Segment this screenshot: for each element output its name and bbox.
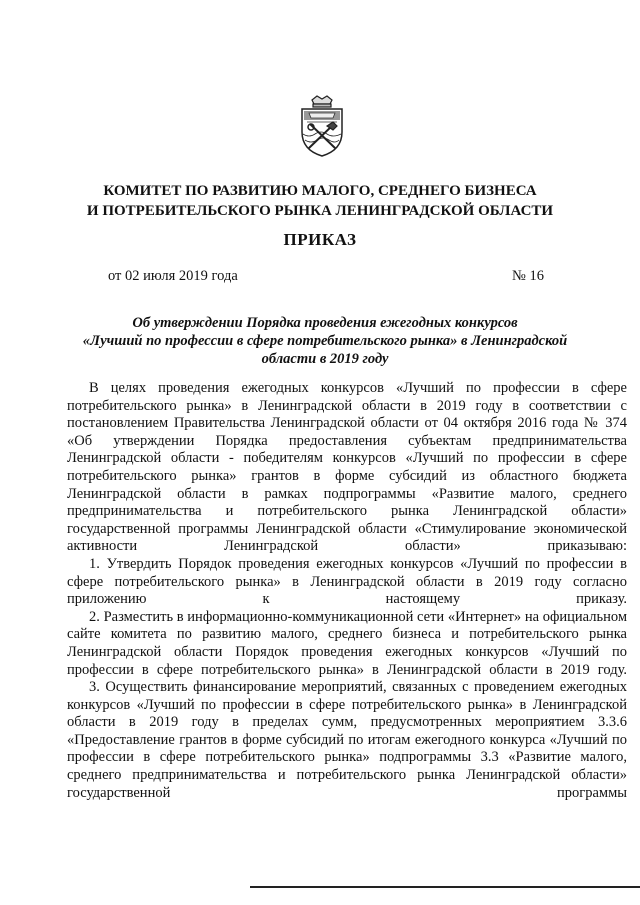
- organization-name-line-2: И ПОТРЕБИТЕЛЬСКОГО РЫНКА ЛЕНИНГРАДСКОЙ ОБЛАСТИ: [86, 203, 554, 219]
- order-subject-line: области в 2019 году: [261, 351, 389, 367]
- preamble-paragraph: В целях проведения ежегодных конкурсов «Лучший по профессии в сфере потребительского рынка» в Ленинградской области в 2019 году в соответствии с постановлением Правительства Ленинградской области от 04 октября 2016 года № 374 «Об утверждении Порядка предоставления субъектам предпринимательства Ленинградской области - победителям конкурсов «Лучший по профессии в сфере потребительского рынка» грантов в форме субсидий из областного бюджета Ленинградской области в рамках подпрограммы «Развитие малого, среднего предпринимательства и потребительского рынка Ленинградской области» государственной программы Ленинградской области «Стимулирование экономической активности Ленинградской области» приказываю:: [67, 380, 627, 555]
- order-number: № 16: [512, 268, 544, 284]
- order-body: [67, 380, 627, 802]
- organization-name-line-1: КОМИТЕТ ПО РАЗВИТИЮ МАЛОГО, СРЕДНЕГО БИЗНЕСА: [103, 183, 537, 199]
- organization-name: [60, 181, 580, 221]
- order-subject-line: Об утверждении Порядка проведения ежегодных конкурсов: [132, 315, 518, 331]
- coat-of-arms-emblem: [297, 94, 347, 158]
- order-date: от 02 июля 2019 года: [108, 268, 238, 284]
- clause-paragraph-2: 2. Разместить в информационно-коммуникационной сети «Интернет» на официальном сайте комитета по развитию малого, среднего бизнеса и потребительского рынка Ленинградской области Порядок проведения ежегодных конкурсов «Лучший по профессии в сфере потребительского рынка» в Ленинградской области в 2019 году.: [67, 608, 627, 678]
- scan-edge-line: [250, 886, 640, 888]
- clause-paragraph-1: 1. Утвердить Порядок проведения ежегодных конкурсов «Лучший по профессии в сфере потребительского рынка» в Ленинградской области в 2019 году согласно приложению к настоящему приказу.: [67, 555, 627, 608]
- order-title: ПРИКАЗ: [283, 230, 357, 249]
- order-subject-line: «Лучший по профессии в сфере потребительского рынка» в Ленинградской: [82, 333, 568, 349]
- clause-paragraph-3: 3. Осуществить финансирование мероприятий, связанных с проведением ежегодных конкурсов «Лучший по профессии в сфере потребительского рынка» в Ленинградской области в 2019 году в пределах сумм, предусмотренных мероприятием 3.3.6 «Предоставление грантов в форме субсидий по итогам ежегодного конкурса «Лучший по профессии в сфере потребительского рынка» подпрограммы 3.3 «Развитие малого, среднего предпринимательства и потребительского рынка Ленинградской области» государственной программы: [67, 679, 627, 801]
- order-subject: [70, 314, 580, 368]
